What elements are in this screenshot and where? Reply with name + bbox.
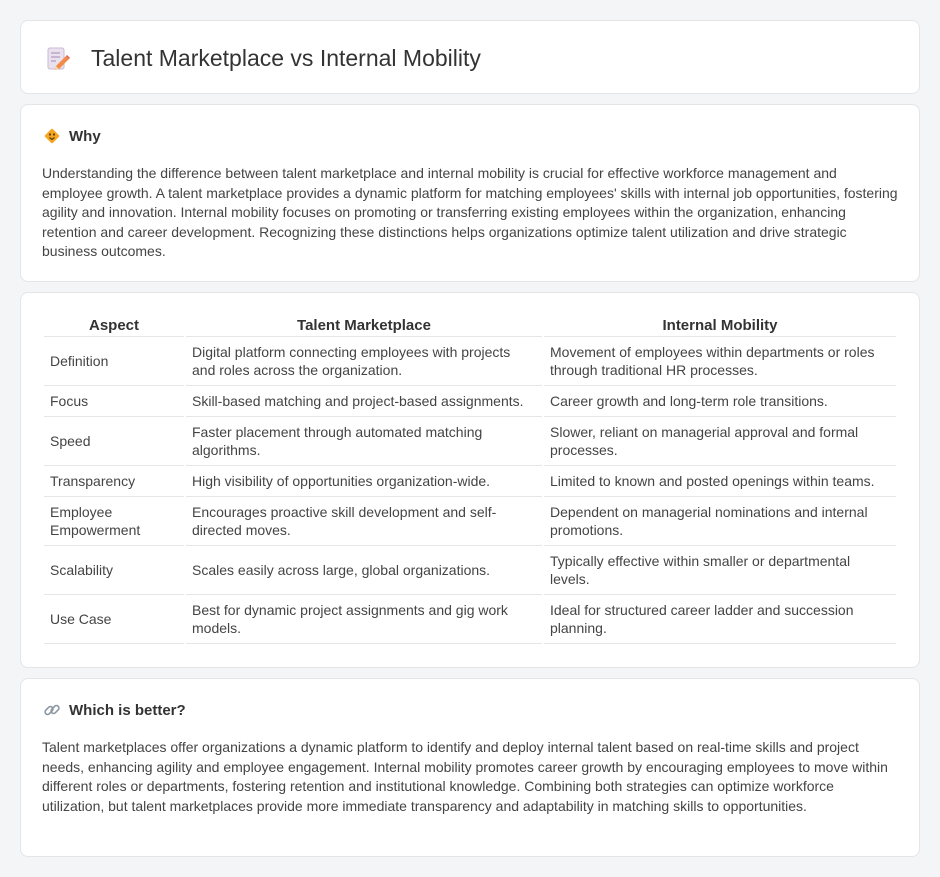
comparison-table-card bbox=[20, 292, 920, 668]
aspect-cell: Employee Empowerment bbox=[44, 497, 184, 546]
talent-marketplace-cell: Faster placement through automated matching algorithms. bbox=[186, 417, 542, 466]
comparison-table bbox=[42, 315, 898, 644]
table-row bbox=[44, 497, 896, 546]
better-heading: Which is better? bbox=[69, 701, 186, 719]
internal-mobility-cell: Dependent on managerial nominations and internal promotions. bbox=[544, 497, 896, 546]
table-row bbox=[44, 386, 896, 417]
column-header-talent-marketplace: Talent Marketplace bbox=[186, 315, 542, 337]
talent-marketplace-cell: High visibility of opportunities organization-wide. bbox=[186, 466, 542, 497]
title-row bbox=[45, 45, 481, 72]
table-header-row bbox=[44, 315, 896, 337]
diamond-sign-icon bbox=[43, 127, 61, 145]
aspect-cell: Definition bbox=[44, 337, 184, 386]
aspect-cell: Scalability bbox=[44, 546, 184, 595]
aspect-cell: Speed bbox=[44, 417, 184, 466]
internal-mobility-cell: Career growth and long-term role transitions. bbox=[544, 386, 896, 417]
column-header-aspect: Aspect bbox=[44, 315, 184, 337]
table-row bbox=[44, 595, 896, 644]
talent-marketplace-cell: Digital platform connecting employees with projects and roles across the organization. bbox=[186, 337, 542, 386]
aspect-cell: Focus bbox=[44, 386, 184, 417]
better-text: Talent marketplaces offer organizations a dynamic platform to identify and deploy internal talent based on real-time skills and project needs, enhancing agility and employee engagement. Internal mobility promotes career growth by encouraging employees to move within different roles or departments, fostering retention and institutional knowledge. Combining both strategies can optimize workforce utilization, but talent marketplaces provide more immediate transparency and adaptability in matching skills to opportunities. bbox=[42, 739, 888, 814]
why-heading: Why bbox=[69, 127, 101, 145]
which-is-better-section bbox=[20, 678, 920, 857]
internal-mobility-cell: Movement of employees within departments or roles through traditional HR processes. bbox=[544, 337, 896, 386]
aspect-cell: Use Case bbox=[44, 595, 184, 644]
internal-mobility-cell: Slower, reliant on managerial approval and formal processes. bbox=[544, 417, 896, 466]
why-section bbox=[20, 104, 920, 282]
talent-marketplace-cell: Skill-based matching and project-based assignments. bbox=[186, 386, 542, 417]
table-row bbox=[44, 337, 896, 386]
page-title: Talent Marketplace vs Internal Mobility bbox=[91, 45, 481, 71]
better-heading-row bbox=[43, 701, 186, 719]
aspect-cell: Transparency bbox=[44, 466, 184, 497]
link-icon bbox=[43, 701, 61, 719]
internal-mobility-cell: Limited to known and posted openings within teams. bbox=[544, 466, 896, 497]
internal-mobility-cell: Typically effective within smaller or departmental levels. bbox=[544, 546, 896, 595]
talent-marketplace-cell: Encourages proactive skill development and self-directed moves. bbox=[186, 497, 542, 546]
why-text: Understanding the difference between talent marketplace and internal mobility is crucial for effective workforce management and employee growth. A talent marketplace provides a dynamic platform for matching employees' skills with internal job opportunities, fostering agility and innovation. Internal mobility focuses on promoting or transferring existing employees within the organization, enhancing retention and career development. Recognizing these distinctions helps organizations optimize talent utilization and drive strategic business outcomes. bbox=[42, 165, 898, 260]
column-header-internal-mobility: Internal Mobility bbox=[544, 315, 896, 337]
table-row bbox=[44, 417, 896, 466]
why-heading-row bbox=[43, 127, 101, 145]
table-row bbox=[44, 546, 896, 595]
table-row bbox=[44, 466, 896, 497]
talent-marketplace-cell: Scales easily across large, global organizations. bbox=[186, 546, 542, 595]
internal-mobility-cell: Ideal for structured career ladder and succession planning. bbox=[544, 595, 896, 644]
talent-marketplace-cell: Best for dynamic project assignments and gig work models. bbox=[186, 595, 542, 644]
title-card bbox=[20, 20, 920, 94]
document-pencil-icon bbox=[45, 46, 71, 72]
